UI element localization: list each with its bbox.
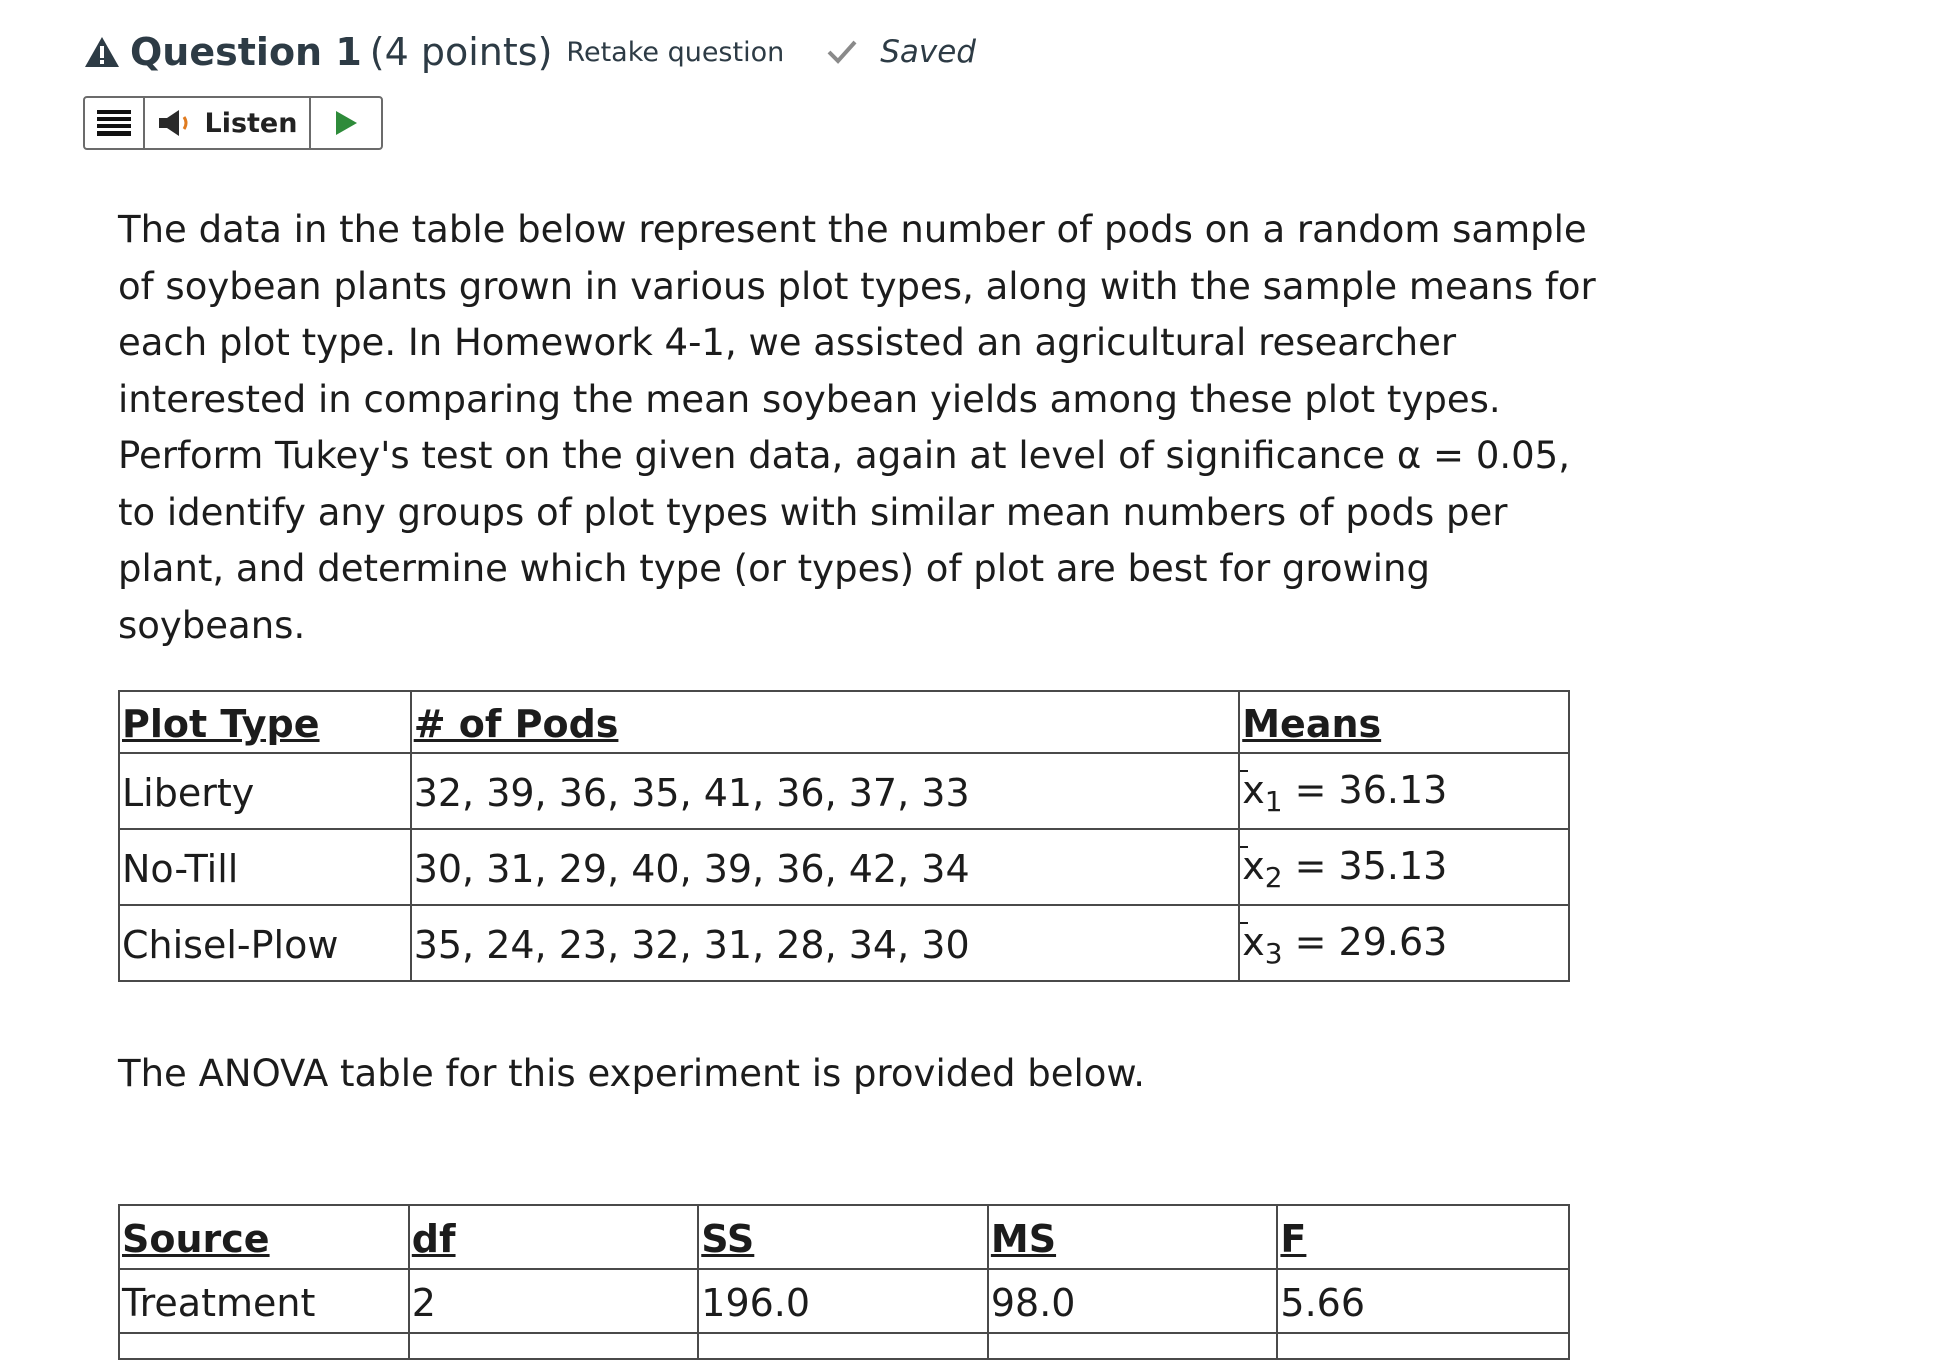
listen-label: Listen	[204, 107, 298, 139]
plot-type-cell: Chisel-Plow	[119, 905, 411, 981]
table-row	[119, 829, 1569, 905]
ss-cell: 196.0	[698, 1269, 988, 1333]
table-header-row	[119, 691, 1569, 753]
question-points: (4 points)	[369, 30, 553, 74]
question-title: Question 1	[130, 30, 362, 74]
pods-cell: 35, 24, 23, 32, 31, 28, 34, 30	[411, 905, 1240, 981]
anova-intro-text: The ANOVA table for this experiment is provided below.	[118, 1052, 1146, 1095]
header-ms: MS	[988, 1205, 1278, 1269]
pods-cell: 30, 31, 29, 40, 39, 36, 42, 34	[411, 829, 1240, 905]
plot-type-cell: No-Till	[119, 829, 411, 905]
header-plot-type: Plot Type	[119, 691, 411, 753]
play-icon	[333, 109, 359, 137]
table-header-row	[119, 1205, 1569, 1269]
header-f: F	[1277, 1205, 1569, 1269]
mean-value: = 29.63	[1282, 920, 1448, 964]
table-row	[119, 905, 1569, 981]
header-pods: # of Pods	[411, 691, 1240, 753]
question-text	[118, 202, 1598, 654]
mean-value: = 35.13	[1282, 844, 1448, 888]
retake-question-link[interactable]: Retake question	[566, 36, 785, 68]
listen-button[interactable]	[145, 98, 311, 148]
anova-table	[118, 1204, 1570, 1360]
play-button[interactable]	[311, 98, 381, 148]
xbar-symbol: x	[1242, 844, 1265, 888]
mean-subscript: 3	[1264, 937, 1283, 970]
menu-button[interactable]	[85, 98, 145, 148]
header-df: df	[409, 1205, 698, 1269]
table-row	[119, 1269, 1569, 1333]
listen-toolbar	[83, 96, 383, 150]
checkmark-icon	[826, 38, 858, 66]
hamburger-menu-icon	[97, 108, 131, 138]
table-row	[119, 1333, 1569, 1359]
table-row	[119, 753, 1569, 829]
mean-value: = 36.13	[1282, 768, 1448, 812]
mean-subscript: 2	[1264, 861, 1283, 894]
warning-icon	[84, 35, 120, 69]
mean-cell	[1239, 829, 1569, 905]
xbar-symbol: x	[1242, 768, 1265, 812]
saved-status: Saved	[880, 34, 976, 70]
question-header	[84, 26, 976, 78]
plot-type-cell: Liberty	[119, 753, 411, 829]
speaker-icon	[157, 108, 197, 138]
pods-cell: 32, 39, 36, 35, 41, 36, 37, 33	[411, 753, 1240, 829]
f-cell: 5.66	[1277, 1269, 1569, 1333]
source-cell: Treatment	[119, 1269, 409, 1333]
df-cell: 2	[409, 1269, 698, 1333]
mean-subscript: 1	[1264, 785, 1283, 818]
ms-cell: 98.0	[988, 1269, 1278, 1333]
pods-table	[118, 690, 1570, 982]
header-means: Means	[1239, 691, 1569, 753]
header-source: Source	[119, 1205, 409, 1269]
mean-cell	[1239, 753, 1569, 829]
xbar-symbol: x	[1242, 920, 1265, 964]
header-ss: SS	[698, 1205, 988, 1269]
mean-cell	[1239, 905, 1569, 981]
intro-paragraph: The data in the table below represent the number of pods on a random sample of soybean plants grown in various plot types, along with the sample means for each plot type. In Homework 4-1, we assisted an agricultural researcher interested in comparing the mean soybean yields among these plot types. Perform Tukey's test on the given data, again at level of significance α = 0.05, to identify any groups of plot types with similar mean numbers of pods per plant, and determine which type (or types) of plot are best for growing soybeans.	[118, 208, 1596, 647]
